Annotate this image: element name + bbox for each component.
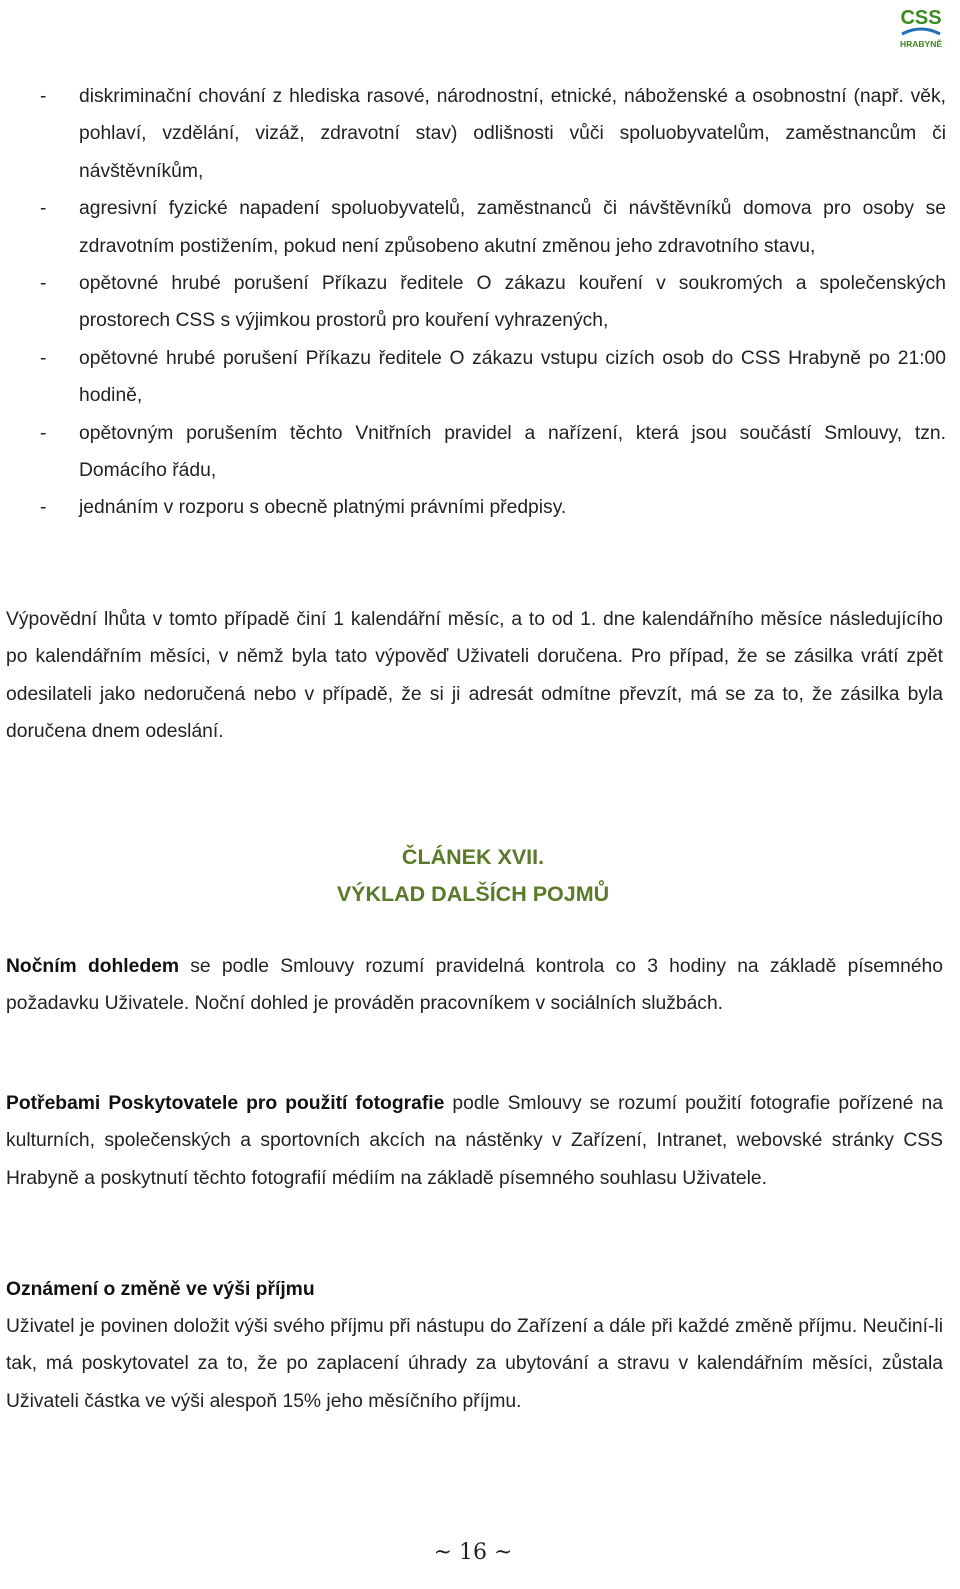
- article-title: VÝKLAD DALŠÍCH POJMŮ: [336, 882, 610, 906]
- list-item: - jednáním v rozporu s obecně platnými právními předpisy.: [40, 497, 567, 519]
- notice-period-paragraph: Výpovědní lhůta v tomto případě činí 1 kalendářní měsíc, a to od 1. dne kalendářního měsíce následujícího po kalendářním měsíci, v němž byla tato výpověď Uživateli doručena. Pro případ, že se zásilka vrátí zpět odesilateli jako nedoručená nebo v případě, že si ji adresát odmítne převzít, má se za to, že zásilka byla doručena dnem odeslání.: [6, 609, 943, 743]
- termination-reasons-list: [6, 78, 946, 527]
- list-item: - opětovné hrubé porušení Příkazu ředitele O zákazu vstupu cizích osob do CSS Hrabyně po 21:00 hodině,: [40, 347, 946, 407]
- income-change-heading: Oznámení o změně ve výši příjmu: [6, 1279, 315, 1300]
- photo-needs-paragraph: Potřebami Poskytovatele pro použití fotografie podle Smlouvy se rozumí použití fotografie pořízené na kulturních, společenských a sportovních akcích na nástěnky v Zařízení, Intranet, webovské stránky CSS Hrabyně a poskytnutí těchto fotografií médiím na základě písemného souhlasu Uživatele.: [6, 1093, 943, 1189]
- night-supervision-term: Nočním dohledem: [6, 956, 179, 977]
- photo-needs-term: Potřebami Poskytovatele pro použití fotografie: [6, 1093, 445, 1114]
- list-item: - opětovné hrubé porušení Příkazu ředitele O zákazu kouření v soukromých a společenských prostorech CSS s výjimkou prostorů pro kouření vyhrazených,: [40, 273, 946, 332]
- night-supervision-paragraph: Nočním dohledem se podle Smlouvy rozumí pravidelná kontrola co 3 hodiny na základě písemného požadavku Uživatele. Noční dohled je prováděn pracovníkem v sociálních službách.: [6, 956, 943, 1015]
- article-number: ČLÁNEK XVII.: [401, 845, 545, 869]
- logo-title: CSS: [900, 7, 942, 29]
- list-item: - agresivní fyzické napadení spoluobyvatelů, zaměstnanců či návštěvníků domova pro osoby se zdravotním postižením, pokud není způsobeno akutní změnou jeho zdravotního stavu,: [40, 198, 946, 257]
- page-number: ~ 16 ~: [433, 1540, 513, 1565]
- income-change-paragraph: Uživatel je povinen doložit výši svého příjmu při nástupu do Zařízení a dále při každé změně příjmu. Neučiní-li tak, má poskytovatel za to, že po zaplacení úhrady za ubytování a stravu v kalendářním měsíci, zůstala Uživateli částka ve výši alespoň 15% jeho měsíčního příjmu.: [6, 1316, 943, 1412]
- list-item: - opětovným porušením těchto Vnitřních pravidel a nařízení, která jsou součástí Smlouvy, tzn. Domácího řádu,: [40, 422, 946, 482]
- logo-subtitle: HRABYNĚ: [899, 39, 943, 49]
- list-item: - diskriminační chování z hlediska rasové, národnostní, etnické, náboženské a osobnostní (např. věk, pohlaví, vzdělání, vizáž, zdravotní stav) odlišnosti vůči spoluobyvatelům, zaměstnancům či návštěvníkům,: [40, 86, 946, 182]
- css-hrabyne-logo: [896, 4, 946, 50]
